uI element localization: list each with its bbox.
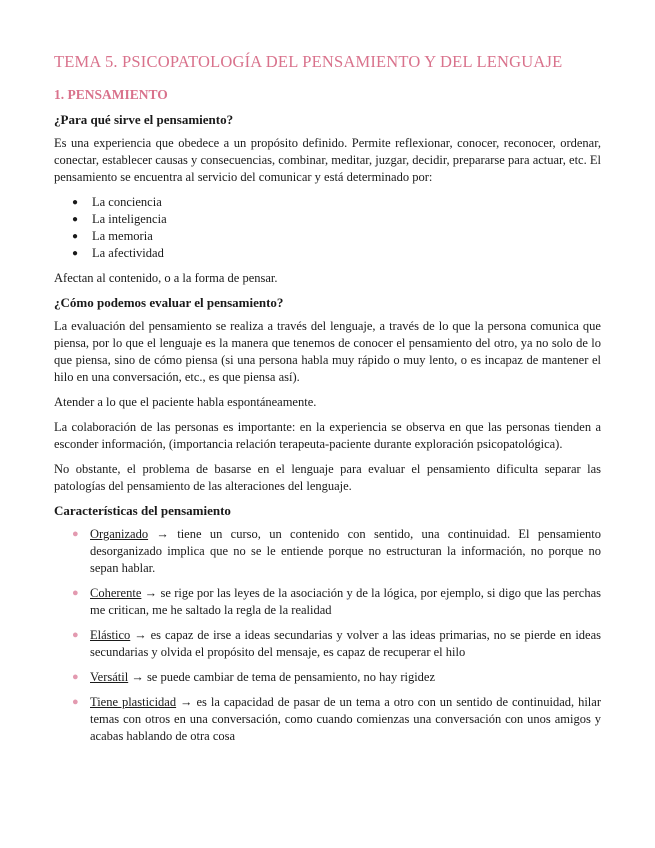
document-title: TEMA 5. PSICOPATOLOGÍA DEL PENSAMIENTO Y DEL LENGUAJE [54,52,563,71]
list-item: ● La inteligencia [72,212,167,226]
list-item: ● Tiene plasticidad → es la capacidad de pasar de un tema a otro con un sentido de continuidad, hilar temas con otros en una conversación, como cuando comienzas una conversación con unos amigos y acabas hablando de otra cosa [72,695,601,743]
bullet-icon: ● [72,197,79,208]
question-heading-3: Características del pensamiento [54,503,231,518]
list-item: ● Versátil → se puede cambiar de tema de pensamiento, no hay rigidez [72,670,436,684]
section-heading-pensamiento: 1. PENSAMIENTO [54,87,168,102]
paragraph-1: Es una experiencia que obedece a un propósito definido. Permite reflexionar, conocer, reconocer, ordenar, conectar, establecer causas y consecuencias, combinar, meditar, juzgar, decidir, prepararse para actuar, etc. El pensamiento se encuentra al servicio del comunicar y está determinado por: [54,136,601,184]
list-item: ● Elástico → es capaz de irse a ideas secundarias y volver a las ideas primarias, no se pierde en ideas secundarias y olvida el propósito del mensaje, es capaz de recuperar el hilo [72,628,601,659]
question-heading-2: ¿Cómo podemos evaluar el pensamiento? [54,295,284,310]
characteristics-list [54,526,601,745]
bullet-icon: ● [72,587,79,599]
bullet-icon: ● [72,231,79,242]
determinants-list [54,194,601,262]
list-item: ● La memoria [72,229,153,243]
list-item: ● La conciencia [72,195,162,209]
bullet-icon: ● [72,629,79,641]
list-item: ● Coherente → se rige por las leyes de la asociación y de la lógica, por ejemplo, si digo que las perchas me critican, me he saltado la regla de la realidad [72,586,601,617]
bullet-icon: ● [72,248,79,259]
list-item: ● La afectividad [72,246,164,260]
bullet-icon: ● [72,528,79,540]
paragraph-3: La evaluación del pensamiento se realiza a través del lenguaje, a través de lo que la persona comunica que piensa, por lo que el lenguaje es la manera que tenemos de conocer el pensamiento del otro, ya no solo de lo que piensa, sino de cómo piensa (si una persona habla muy rápido o muy lento, o es incapaz de mantener el hilo en una conversación, etc., es que piensa así). [54,319,601,384]
bullet-icon: ● [72,671,79,683]
question-heading-1: ¿Para qué sirve el pensamiento? [54,112,234,127]
paragraph-6: No obstante, el problema de basarse en el lenguaje para evaluar el pensamiento dificulta separar las patologías del pensamiento de las alteraciones del lenguaje. [54,462,601,493]
paragraph-2: Afectan al contenido, o a la forma de pensar. [54,271,278,285]
list-item: ● Organizado → tiene un curso, un contenido con sentido, una continuidad. El pensamiento desorganizado implica que no se le entiende porque no estructuran la información, no porque no sepan hablar. [72,527,601,575]
paragraph-4: Atender a lo que el paciente habla espontáneamente. [54,395,317,409]
paragraph-5: La colaboración de las personas es importante: en la experiencia se observa en que las personas tienden a esconder información, (importancia relación terapeuta-paciente durante exploración psicopatológica). [54,420,601,451]
bullet-icon: ● [72,696,79,708]
bullet-icon: ● [72,214,79,225]
